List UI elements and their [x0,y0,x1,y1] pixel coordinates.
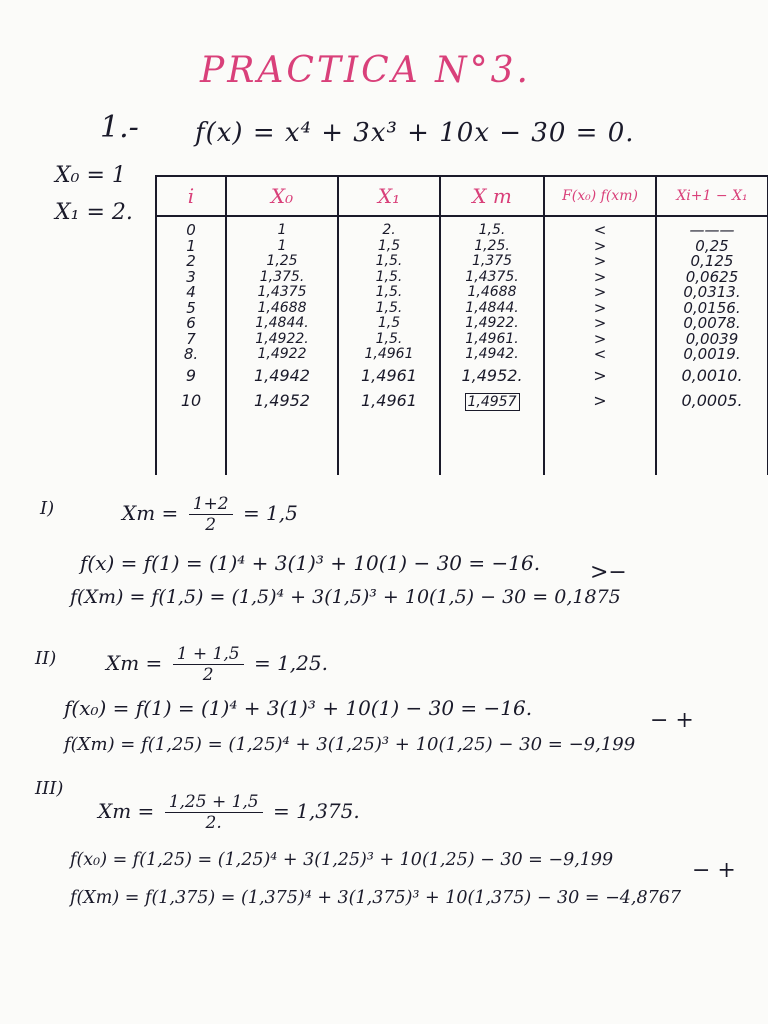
table-cell: > [593,390,607,410]
initial-x0: X₀ = 1 [55,163,126,188]
table-cell: 1 [277,237,287,254]
column-x1 [339,217,439,413]
page-title: PRACTICA N°3. [200,50,531,91]
table-cell: 6 [186,314,196,332]
table-cell: > [593,236,607,255]
table-cell: 0,0156. [683,298,741,317]
step-3-sign: − + [692,858,736,883]
table-cell: 1,4961 [361,390,417,410]
step-3-xm: Xm = $\frac{1,25 + 1,5}{2.}$ = 1,375. [98,792,360,833]
table-cell: 1,25. [474,237,510,254]
table-cell: > [593,283,607,301]
table-cell: 1,25 [266,253,298,269]
header-i: i [156,176,226,216]
table-cell: > [593,329,607,348]
iteration-table [155,175,768,475]
table-cell: 1,4688 [467,284,517,300]
table-cell: > [593,252,607,270]
step-1-label: I) [40,498,55,519]
table-cell: 1,4952 [254,390,310,410]
step-2-xm: Xm = $\frac{1 + 1,5}{2}$ = 1,25. [106,644,328,685]
table-cell: 1 [277,222,287,238]
table-cell: 1,375 [471,253,513,269]
table-cell: 0 [186,221,196,239]
table-cell: 1,4952. [461,365,523,385]
table-cell: 1,4844. [255,315,309,331]
table-cell [441,388,543,413]
table-cell: 0,0005. [681,390,743,410]
table-cell: 1,4961. [465,330,519,347]
step-3-fxm: f(Xm) = f(1,375) = (1,375)⁴ + 3(1,375)³ + 10(1,375) − 30 = −4,8767 [70,888,682,908]
table-cell: 0,0010. [681,365,743,385]
table-cell: < [593,345,607,363]
table-cell: 1 [186,236,196,255]
table-cell: 9 [185,365,197,385]
table-cell: 1,5. [375,330,403,347]
table-cell: 1,4922 [257,346,307,362]
table-cell: > [593,365,607,385]
table-cell: 1,4375 [257,284,307,300]
table-cell: 2 [186,252,196,270]
table-cell: 0,0625 [685,267,739,286]
step-1-fx0: f(x) = f(1) = (1)⁴ + 3(1)³ + 10(1) − 30 = −16. [80,551,541,575]
table-body-row [156,216,768,475]
step-3-fx0: f(x₀) = f(1,25) = (1,25)⁴ + 3(1,25)³ + 10(1,25) − 30 = −9,199 [70,850,614,870]
table-cell: 1,5. [375,284,403,300]
table-cell: 2. [382,222,396,238]
step-2-sign: − + [650,708,694,733]
table-cell: 4 [186,283,196,301]
table-cell: 1,5 [377,237,401,254]
table-cell: 0,0313. [683,283,741,301]
column-x0 [227,217,337,413]
table-cell: > [593,267,607,286]
table-cell: > [593,298,607,317]
step-1-xm: Xm = $\frac{1+2}{2}$ = 1,5 [122,494,298,535]
step-3-label: III) [35,778,64,799]
table-cell: 1,5. [375,268,403,285]
table-header-row [156,176,768,216]
table-cell: 0,0039 [685,329,739,348]
table-cell: < [593,221,607,239]
column-sign [545,217,655,413]
table-cell: 0,25 [695,236,729,255]
table-cell: 7 [186,329,196,348]
question-number: 1.- [100,110,139,145]
header-error: Xi+1 − X₁ [656,176,768,216]
step-2-fx0: f(x₀) = f(1) = (1)⁴ + 3(1)³ + 10(1) − 30 = −16. [64,696,533,720]
table-cell: 1,4375. [465,268,519,285]
header-product: F(x₀) f(xm) [544,176,656,216]
table-cell: 1,4922. [255,330,309,347]
step-2-label: II) [35,648,57,669]
table-cell: 1,375. [259,268,305,285]
table-cell: 0,125 [690,252,734,270]
step-1-sign: >− [590,560,627,585]
column-i [157,217,225,413]
table-cell: 1,4688 [257,299,307,316]
table-cell: 8. [183,345,199,363]
table-cell: 0,0078. [683,314,741,332]
boxed-result: 1,4957 [465,393,520,411]
table-cell: ——— [689,221,735,239]
table-cell: 1,5. [375,253,403,269]
step-2-fxm: f(Xm) = f(1,25) = (1,25)⁴ + 3(1,25)³ + 10(1,25) − 30 = −9,199 [64,734,636,755]
table-cell: > [593,314,607,332]
table-cell: 1,5. [478,222,506,238]
header-x1: X₁ [338,176,440,216]
header-xm: X m [440,176,544,216]
table-cell: 10 [180,390,202,410]
initial-x1: X₁ = 2. [55,200,133,225]
table-cell: 3 [186,267,196,286]
table-cell: 5 [186,298,196,317]
header-x0: X₀ [226,176,338,216]
table-cell: 0,0019. [683,345,741,363]
table-cell: 1,4922. [465,315,519,331]
table-cell: 1,4961 [364,346,414,362]
column-xm [441,217,543,413]
step-1-fxm: f(Xm) = f(1,5) = (1,5)⁴ + 3(1,5)³ + 10(1,5) − 30 = 0,1875 [70,586,621,608]
equation: f(x) = x⁴ + 3x³ + 10x − 30 = 0. [195,118,635,148]
table-cell: 1,4942 [254,365,310,385]
table-cell: 1,5. [375,299,403,316]
table-cell: 1,5 [377,315,401,331]
table-cell: 1,4844. [465,299,519,316]
column-error [657,217,767,413]
table-cell: 1,4961 [361,365,417,385]
table-cell: 1,4942. [465,346,519,362]
